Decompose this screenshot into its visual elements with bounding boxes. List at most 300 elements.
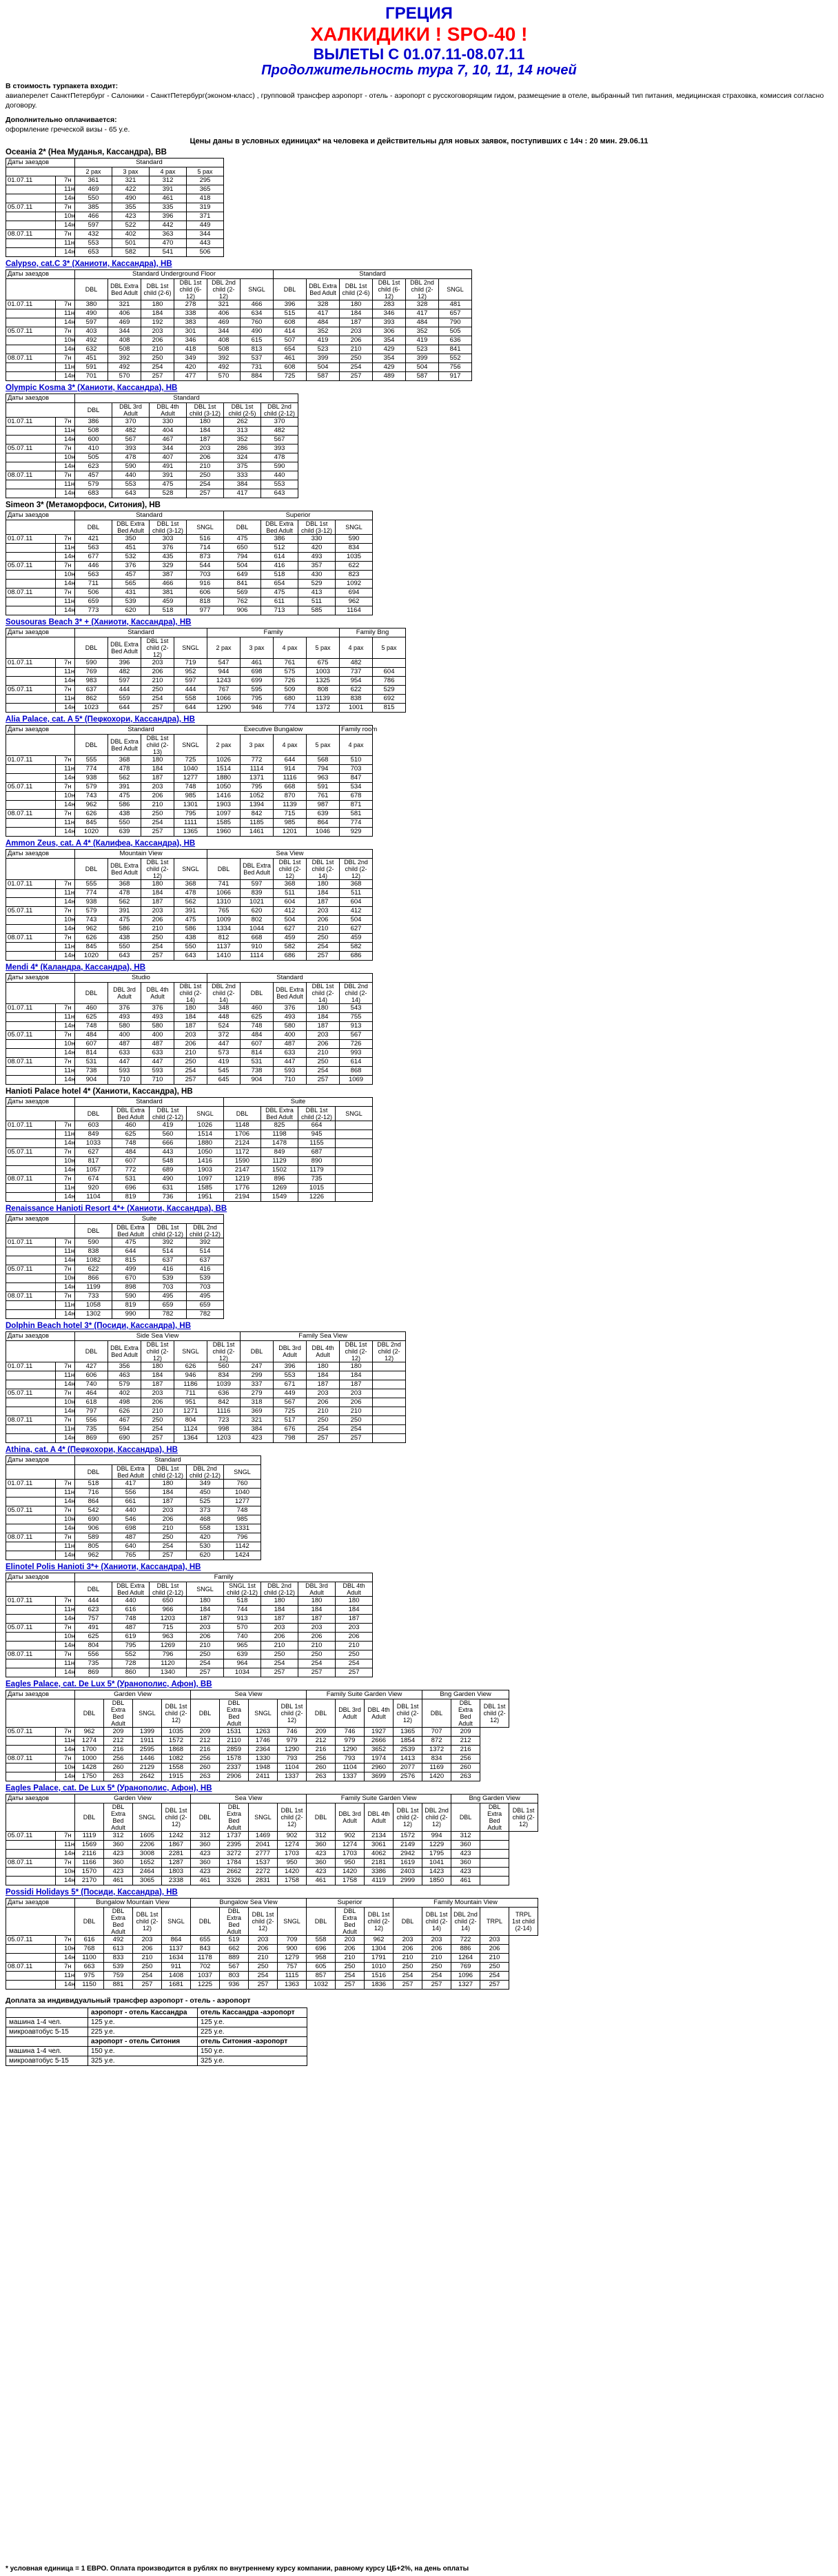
price-cell: 461 — [241, 658, 274, 667]
price-cell: 365 — [187, 185, 224, 194]
price-cell — [336, 1174, 373, 1183]
hotel-name[interactable]: Dolphin Beach hotel 3* (Посиди, Кассандра), HB — [6, 1321, 192, 1330]
price-cell: 203 — [336, 1623, 373, 1632]
price-cell: 418 — [174, 345, 207, 354]
price-cell: 518 — [224, 1596, 261, 1605]
nights: 7н — [56, 1121, 75, 1129]
price-cell: 864 — [307, 818, 340, 827]
nights: 14н — [56, 827, 75, 836]
price-cell: 1032 — [307, 1980, 336, 1989]
price-cell: 614 — [261, 552, 298, 561]
nights: 7н — [56, 534, 75, 543]
price-cell: 256 — [191, 1754, 220, 1763]
arrival-date: 05.07.11 — [6, 1831, 56, 1840]
hotel-name[interactable]: Sousouras Beach 3* + (Ханиоти, Кассандра), HB — [6, 617, 192, 626]
arrival-date — [6, 1433, 56, 1442]
price-cell: 790 — [439, 318, 472, 327]
price-row — [6, 1772, 509, 1781]
hotel-name[interactable]: Mendi 4* (Каландра, Кассандра), HB — [6, 963, 146, 972]
price-cell: 890 — [298, 1156, 336, 1165]
column-header: DBL Extra Bed Adult — [112, 1464, 150, 1479]
price-cell: 279 — [241, 1389, 274, 1398]
price-row — [6, 1300, 224, 1309]
nights: 10н — [56, 1944, 75, 1953]
arrival-date — [6, 764, 56, 773]
hotel-name[interactable]: Renaissance Hanioti Resort 4*+ (Ханиоти, Кассандра), BB — [6, 1204, 227, 1213]
price-cell: 180 — [141, 755, 174, 764]
price-cell: 772 — [112, 1165, 150, 1174]
price-cell: 391 — [108, 906, 141, 915]
price-cell: 206 — [422, 1944, 451, 1953]
arrival-date — [6, 888, 56, 897]
price-cell: 187 — [298, 1614, 336, 1623]
price-cell: 1137 — [207, 942, 241, 951]
column-header: DBL — [191, 1803, 220, 1831]
price-cell: 257 — [261, 1668, 298, 1677]
price-cell: 321 — [112, 176, 150, 185]
column-header: 5 pax — [187, 167, 224, 176]
price-cell: 318 — [241, 1398, 274, 1407]
price-row — [6, 1030, 373, 1039]
column-header: DBL Extra Bed Adult — [451, 1699, 480, 1727]
hotel-name[interactable]: Alia Palace, cat. A 5* (Пеφкохори, Кассандра), HB — [6, 715, 195, 724]
price-cell: 505 — [75, 453, 112, 462]
price-cell: 590 — [75, 658, 108, 667]
price-cell: 484 — [112, 1147, 150, 1156]
price-cell: 257 — [174, 1075, 207, 1084]
price-cell: 587 — [406, 371, 439, 380]
price-cell: 1164 — [336, 606, 373, 615]
nights: 7н — [56, 561, 75, 570]
price-cell: 2576 — [394, 1772, 422, 1781]
column-header: DBL 1st child (2-12) — [150, 1582, 187, 1596]
price-cell: 782 — [187, 1309, 224, 1318]
price-cell: 1703 — [336, 1849, 365, 1858]
nights: 7н — [56, 1858, 75, 1867]
column-header: DBL 3rd Adult — [108, 982, 141, 1003]
arrival-date — [6, 247, 56, 256]
nights: 11н — [56, 480, 75, 489]
hotel-name[interactable]: Eagles Palace, cat. De Lux 5* (Уранополис, Афон), HB — [6, 1783, 212, 1792]
price-cell: 354 — [373, 354, 406, 362]
nights: 7н — [56, 879, 75, 888]
price-row — [6, 561, 373, 570]
price-cell: 886 — [451, 1944, 480, 1953]
price-cell: 769 — [75, 667, 108, 676]
column-header: DBL — [75, 1464, 112, 1479]
price-cell: 2999 — [394, 1876, 422, 1885]
price-cell: 945 — [298, 1129, 336, 1138]
price-cell: 1652 — [133, 1858, 162, 1867]
price-table — [6, 1097, 373, 1202]
price-cell: 2194 — [224, 1192, 261, 1201]
price-cell: 459 — [274, 933, 307, 942]
arrival-date — [6, 1183, 56, 1192]
price-row — [6, 791, 373, 800]
price-cell: 607 — [75, 1039, 108, 1048]
price-cell: 412 — [340, 906, 373, 915]
arrival-date: 08.07.11 — [6, 1858, 56, 1867]
price-cell: 1242 — [162, 1831, 191, 1840]
price-cell: 593 — [274, 1066, 307, 1075]
price-cell: 653 — [75, 247, 112, 256]
price-cell: 386 — [261, 534, 298, 543]
price-cell: 203 — [150, 1506, 187, 1515]
transfer-row — [6, 2017, 307, 2027]
price-cell — [336, 1165, 373, 1174]
price-cell: 633 — [108, 1048, 141, 1057]
price-cell: 187 — [141, 773, 174, 782]
hotel-name[interactable]: Possidi Holidays 5* (Посиди, Кассандра), HB — [6, 1888, 178, 1897]
price-row — [6, 1524, 261, 1533]
price-cell: 203 — [298, 1623, 336, 1632]
price-cell: 254 — [141, 942, 174, 951]
price-cell: 1058 — [75, 1300, 112, 1309]
price-row — [6, 345, 472, 354]
transfer-price: аэропорт - отель Ситония — [88, 2036, 198, 2046]
price-row — [6, 1012, 373, 1021]
column-header: DBL — [75, 1340, 108, 1362]
price-cell: 321 — [207, 300, 241, 309]
arrival-date — [6, 1380, 56, 1389]
price-cell: 257 — [480, 1980, 509, 1989]
price-cell: 1558 — [162, 1763, 191, 1772]
price-cell: 964 — [224, 1659, 261, 1668]
nights: 11н — [56, 1066, 75, 1075]
arrival-date — [6, 1980, 56, 1989]
price-cell: 206 — [187, 453, 224, 462]
price-cell: 419 — [207, 1057, 241, 1066]
price-cell: 489 — [373, 371, 406, 380]
nights: 10н — [56, 212, 75, 221]
price-cell: 633 — [274, 1048, 307, 1057]
price-cell: 187 — [187, 1614, 224, 1623]
price-cell: 1104 — [75, 1192, 112, 1201]
price-cell: 1271 — [174, 1407, 207, 1415]
price-cell: 661 — [112, 1497, 150, 1506]
price-cell: 640 — [112, 1542, 150, 1551]
price-cell: 329 — [150, 561, 187, 570]
price-cell: 774 — [75, 764, 108, 773]
blank-cell — [6, 1223, 75, 1238]
price-cell: 247 — [241, 1362, 274, 1371]
price-row — [6, 1980, 538, 1989]
price-cell: 2041 — [249, 1840, 278, 1849]
price-cell: 1750 — [75, 1772, 104, 1781]
price-cell: 2110 — [220, 1736, 249, 1745]
price-cell: 1269 — [261, 1183, 298, 1192]
price-cell: 1082 — [75, 1256, 112, 1265]
column-header: DBL 4th Adult — [150, 402, 187, 417]
price-cell: 250 — [249, 1962, 278, 1971]
price-row — [6, 1274, 224, 1282]
price-cell: 250 — [336, 1650, 373, 1659]
price-cell: 400 — [141, 1030, 174, 1039]
price-cell: 451 — [112, 543, 150, 552]
nights: 10н — [56, 1156, 75, 1165]
column-header: SNGL — [278, 1907, 307, 1935]
price-cell: 392 — [187, 1238, 224, 1247]
price-cell: 692 — [373, 694, 406, 703]
hotel-name[interactable]: Eagles Palace, cat. De Lux 5* (Уранополис, Афон), BB — [6, 1679, 212, 1688]
price-cell: 1364 — [174, 1433, 207, 1442]
price-cell: 2149 — [394, 1840, 422, 1849]
price-cell: 482 — [108, 667, 141, 676]
price-cell: 346 — [373, 309, 406, 318]
price-row — [6, 1183, 373, 1192]
price-row — [6, 327, 472, 336]
column-header: DBL — [274, 278, 307, 300]
column-header: 4 pax — [274, 637, 307, 658]
price-cell: 625 — [112, 1129, 150, 1138]
price-cell: 360 — [451, 1858, 480, 1867]
price-cell: 484 — [406, 318, 439, 327]
price-cell: 203 — [394, 1935, 422, 1944]
nights: 14н — [56, 1075, 75, 1084]
price-cell: 666 — [150, 1138, 187, 1147]
price-cell: 263 — [307, 1772, 336, 1781]
price-row — [6, 809, 373, 818]
price-cell: 1114 — [241, 764, 274, 773]
nights: 11н — [56, 543, 75, 552]
price-cell: 707 — [422, 1727, 451, 1736]
price-cell: 1290 — [207, 703, 241, 712]
price-cell: 690 — [75, 1515, 112, 1524]
arrival-date — [6, 676, 56, 685]
price-cell: 567 — [340, 1030, 373, 1039]
arrival-date — [6, 194, 56, 203]
room-group: Executive Bungalow — [207, 725, 340, 734]
price-cell: 738 — [241, 1066, 274, 1075]
price-cell: 303 — [150, 534, 187, 543]
price-cell: 644 — [112, 1247, 150, 1256]
price-cell: 250 — [298, 1650, 336, 1659]
hotel-name[interactable]: Olympic Kosma 3* (Ханиоти, Кассандра), HB — [6, 383, 178, 392]
price-cell — [480, 1858, 509, 1867]
notes — [6, 81, 832, 134]
arrival-date: 01.07.11 — [6, 1121, 56, 1129]
price-row — [6, 435, 298, 444]
nights: 14н — [56, 897, 75, 906]
nights: 11н — [56, 185, 75, 194]
price-cell: 391 — [108, 782, 141, 791]
price-cell: 570 — [108, 371, 141, 380]
price-cell: 1155 — [298, 1138, 336, 1147]
price-cell: 506 — [75, 588, 112, 597]
price-row — [6, 597, 373, 606]
arrival-date — [6, 703, 56, 712]
transfer-row — [6, 2027, 307, 2036]
price-cell: 1263 — [249, 1727, 278, 1736]
hotel-name[interactable]: Ammon Zeus, cat. A 4* (Калифеа, Кассандра), HB — [6, 839, 196, 848]
price-cell: 1420 — [278, 1867, 307, 1876]
price-cell: 440 — [261, 471, 298, 480]
hotel-name[interactable]: Calypso, cat.C 3* (Ханиоти, Кассандра), HB — [6, 259, 172, 268]
price-cell: 558 — [187, 1524, 224, 1533]
price-cell: 423 — [451, 1849, 480, 1858]
price-cell: 283 — [373, 300, 406, 309]
price-cell: 573 — [207, 1048, 241, 1057]
column-header: 4 pax — [340, 637, 373, 658]
price-cell: 278 — [174, 300, 207, 309]
price-cell: 950 — [336, 1858, 365, 1867]
price-cell: 741 — [207, 879, 241, 888]
column-header: DBL 1st child (2-12) — [133, 1907, 162, 1935]
arrival-date — [6, 552, 56, 561]
price-cell: 203 — [422, 1935, 451, 1944]
vehicle: машина 1-4 чел. — [6, 2017, 88, 2027]
price-cell: 733 — [75, 1291, 112, 1300]
arrival-date — [6, 1048, 56, 1057]
group-header-row — [6, 1331, 406, 1340]
arrival-date — [6, 1632, 56, 1641]
price-cell: 1903 — [187, 1165, 224, 1174]
arrival-date — [6, 1867, 56, 1876]
nights: 14н — [56, 194, 75, 203]
price-cell: 254 — [307, 942, 340, 951]
column-header: DBL Extra Bed Adult — [480, 1803, 509, 1831]
arrival-date — [6, 1138, 56, 1147]
price-cell: 1037 — [191, 1971, 220, 1980]
price-cell: 475 — [150, 480, 187, 489]
price-cell: 187 — [141, 1380, 174, 1389]
column-header: DBL Extra Bed Adult — [261, 1106, 298, 1121]
price-cell: 257 — [187, 489, 224, 498]
price-row — [6, 1192, 373, 1201]
price-cell: 257 — [133, 1980, 162, 1989]
price-cell: 938 — [75, 773, 108, 782]
price-cell: 499 — [112, 1265, 150, 1274]
price-cell: 774 — [75, 888, 108, 897]
price-cell: 461 — [307, 1876, 336, 1885]
price-cell: 556 — [112, 1488, 150, 1497]
price-cell: 187 — [150, 1497, 187, 1506]
price-cell: 979 — [336, 1736, 365, 1745]
price-cell: 2960 — [365, 1763, 394, 1772]
price-cell: 625 — [75, 1012, 108, 1021]
price-cell: 370 — [261, 417, 298, 426]
price-cell: 873 — [187, 552, 224, 561]
price-cell: 254 — [336, 1971, 365, 1980]
price-cell: 696 — [112, 1183, 150, 1192]
price-cell: 324 — [224, 453, 261, 462]
price-cell: 257 — [187, 1668, 224, 1677]
price-cell: 257 — [141, 951, 174, 960]
price-cell: 360 — [307, 1840, 336, 1849]
price-cell: 210 — [307, 1048, 340, 1057]
price-cell: 1057 — [75, 1165, 112, 1174]
price-cell: 740 — [224, 1632, 261, 1641]
price-cell: 2906 — [220, 1772, 249, 1781]
column-header: SNGL — [174, 734, 207, 755]
price-cell: 210 — [298, 1641, 336, 1650]
price-cell: 580 — [274, 1021, 307, 1030]
price-row — [6, 480, 298, 489]
arrival-date — [6, 1424, 56, 1433]
price-cell: 2338 — [162, 1876, 191, 1885]
price-cell: 250 — [480, 1962, 509, 1971]
dates-label: Даты заездов — [6, 628, 75, 637]
price-row — [6, 543, 373, 552]
price-cell: 438 — [174, 933, 207, 942]
hotel-name[interactable]: Elinotel Polis Hanioti 3*+ (Ханиоти, Кассандра), HB — [6, 1562, 201, 1571]
column-header: DBL 1st child (2-12) — [274, 858, 307, 879]
price-cell: 1372 — [307, 703, 340, 712]
room-group: Suite — [75, 1214, 224, 1223]
price-cell: 644 — [274, 755, 307, 764]
price-cell: 1791 — [365, 1953, 394, 1962]
group-header-row — [6, 849, 373, 858]
price-cell: 545 — [207, 1066, 241, 1075]
price-cell: 1026 — [207, 755, 241, 764]
price-row — [6, 371, 472, 380]
price-row — [6, 1048, 373, 1057]
nights: 11н — [56, 942, 75, 951]
price-row — [6, 1876, 538, 1885]
arrival-date — [6, 791, 56, 800]
price-cell: 1327 — [451, 1980, 480, 1989]
dates-label: Даты заездов — [6, 393, 75, 402]
nights: 14н — [56, 1407, 75, 1415]
arrival-date: 08.07.11 — [6, 933, 56, 942]
price-cell: 659 — [150, 1300, 187, 1309]
price-cell: 2129 — [133, 1763, 162, 1772]
price-cell: 589 — [75, 1533, 112, 1542]
group-header-row — [6, 1097, 373, 1106]
room-group: Standard — [75, 1455, 261, 1464]
price-cell: 1578 — [220, 1754, 249, 1763]
price-cell: 250 — [307, 1057, 340, 1066]
price-cell: 1619 — [394, 1858, 422, 1867]
price-cell: 1302 — [75, 1309, 112, 1318]
nights: 7н — [56, 1506, 75, 1515]
transfer-price: 325 у.е. — [88, 2056, 198, 2065]
price-cell — [480, 1867, 509, 1876]
arrival-date: 05.07.11 — [6, 327, 56, 336]
transfer-price: 125 у.е. — [198, 2017, 307, 2027]
price-cell: 808 — [307, 685, 340, 694]
hotel-name[interactable]: Athina, cat. A 4* (Пеφкохори, Кассандра), HB — [6, 1445, 178, 1454]
price-cell: 963 — [150, 1632, 187, 1641]
price-cell: 203 — [187, 1623, 224, 1632]
price-cell: 1514 — [207, 764, 241, 773]
price-cell: 444 — [174, 685, 207, 694]
price-cell: 1052 — [241, 791, 274, 800]
price-cell: 525 — [187, 1497, 224, 1506]
price-cell: 1372 — [422, 1745, 451, 1754]
price-cell: 637 — [75, 685, 108, 694]
price-cell: 184 — [141, 888, 174, 897]
column-header-row — [6, 1223, 224, 1238]
price-cell: 180 — [150, 1479, 187, 1488]
column-header: DBL — [75, 734, 108, 755]
price-cell: 698 — [241, 667, 274, 676]
vehicle: микроавтобус 5-15 — [6, 2027, 88, 2036]
price-cell: 1337 — [278, 1772, 307, 1781]
column-header-row — [6, 402, 298, 417]
price-cell: 731 — [241, 362, 274, 371]
column-header: SNGL — [336, 1106, 373, 1121]
price-cell: 1365 — [174, 827, 207, 836]
price-row — [6, 489, 298, 498]
column-header: DBL 2nd child (2-12) — [373, 1340, 406, 1362]
prices-heading: Цены даны в условных единицах* на человека и действительны для новых заявок, поступивших с 14ч : 20 мин. 29.06.11 — [190, 136, 648, 145]
price-cell: 723 — [207, 1415, 241, 1424]
vehicle — [6, 2036, 88, 2046]
price-cell: 216 — [104, 1745, 133, 1754]
price-cell: 417 — [406, 309, 439, 318]
price-row — [6, 1858, 538, 1867]
